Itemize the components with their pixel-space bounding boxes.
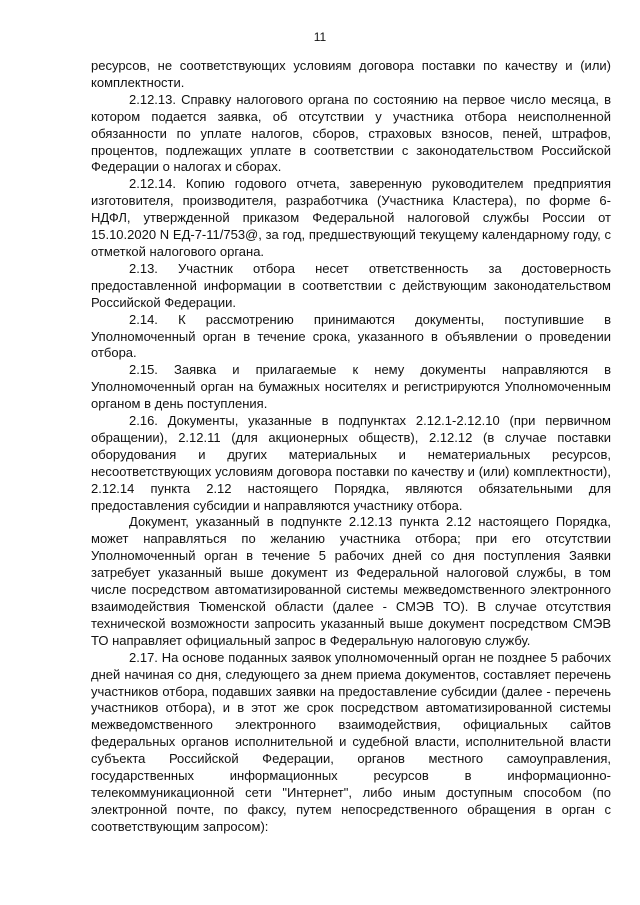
paragraph-2-15: 2.15. Заявка и прилагаемые к нему документы направляются в Уполномоченный орган на бумажных носителях и регистрируются Уполномоченным органом в день поступления.	[91, 362, 611, 412]
paragraph-2-16: 2.16. Документы, указанные в подпунктах 2.12.1-2.12.10 (при первичном обращении), 2.12.11 (для акционерных обществ), 2.12.12 (в случае поставки оборудования и других материальных и нематериальных ресурсов, несоответствующих условиям договора поставки по качеству и (или) комплектности), 2.12.14 пункта 2.12 настоящего Порядка, являются обязательными для предоставления субсидии и направляются участнику отбора.	[91, 413, 611, 513]
paragraph-2-12-14: 2.12.14. Копию годового отчета, заверенную руководителем предприятия изготовителя, производителя, разработчика (Участника Кластера), по форме 6-НДФЛ, утвержденной приказом Федеральной налоговой службы России от 15.10.2020 N ЕД-7-11/753@, за год, предшествующий текущему календарному году, с отметкой налогового органа.	[91, 176, 611, 259]
paragraph-2-13: 2.13. Участник отбора несет ответственность за достоверность предоставленной информации в соответствии с действующим законодательством Российской Федерации.	[91, 260, 611, 310]
page-number: 11	[313, 30, 327, 44]
paragraph-2-12-13: 2.12.13. Справку налогового органа по состоянию на первое число месяца, в котором подается заявка, об отсутствии у участника отбора неисполненной обязанности по уплате налогов, сборов, страховых взносов, пеней, штрафов, процентов, подлежащих уплате в соответствии с законодательством Российской Федерации о налогах и сборах.	[91, 91, 611, 175]
paragraph-2-17: 2.17. На основе поданных заявок уполномоченный орган не позднее 5 рабочих дней начиная со дня, следующего за днем приема документов, составляет перечень участников отбора, подавших заявки на предоставление субсидии (далее - перечень участников отбора), и в этот же срок посредством автоматизированной системы межведомственного электронного взаимодействия, официальных сайтов федеральных органов исполнительной и судебной власти, исполнительной власти субъекта Российской Федерации, органов местного самоуправления, государственных информационных ресурсов в информационно-телекоммуникационной сети "Интернет", либо иным доступным способом (по электронной почте, по факсу, путем непосредственного обращения в орган с соответствующим запросом):	[91, 649, 611, 834]
document-body	[91, 58, 611, 836]
paragraph-2-14: 2.14. К рассмотрению принимаются документы, поступившие в Уполномоченный орган в течение срока, указанного в объявлении о проведении отбора.	[91, 311, 611, 361]
paragraph-continuation: ресурсов, не соответствующих условиям договора поставки по качеству и (или) комплектности.	[91, 58, 611, 90]
paragraph-2-16-document: Документ, указанный в подпункте 2.12.13 пункта 2.12 настоящего Порядка, может направляться по желанию участника отбора; при его отсутствии Уполномоченный орган в течение 5 рабочих дней со дня поступления Заявки затребует указанный выше документ из Федеральной налоговой службы, в том числе посредством автоматизированной системы межведомственного электронного взаимодействия Тюменской области (далее - СМЭВ ТО). В случае отсутствия технической возможности запросить указанный выше документ посредством СМЭВ ТО направляет официальный запрос в Федеральную налоговую службу.	[91, 514, 611, 648]
